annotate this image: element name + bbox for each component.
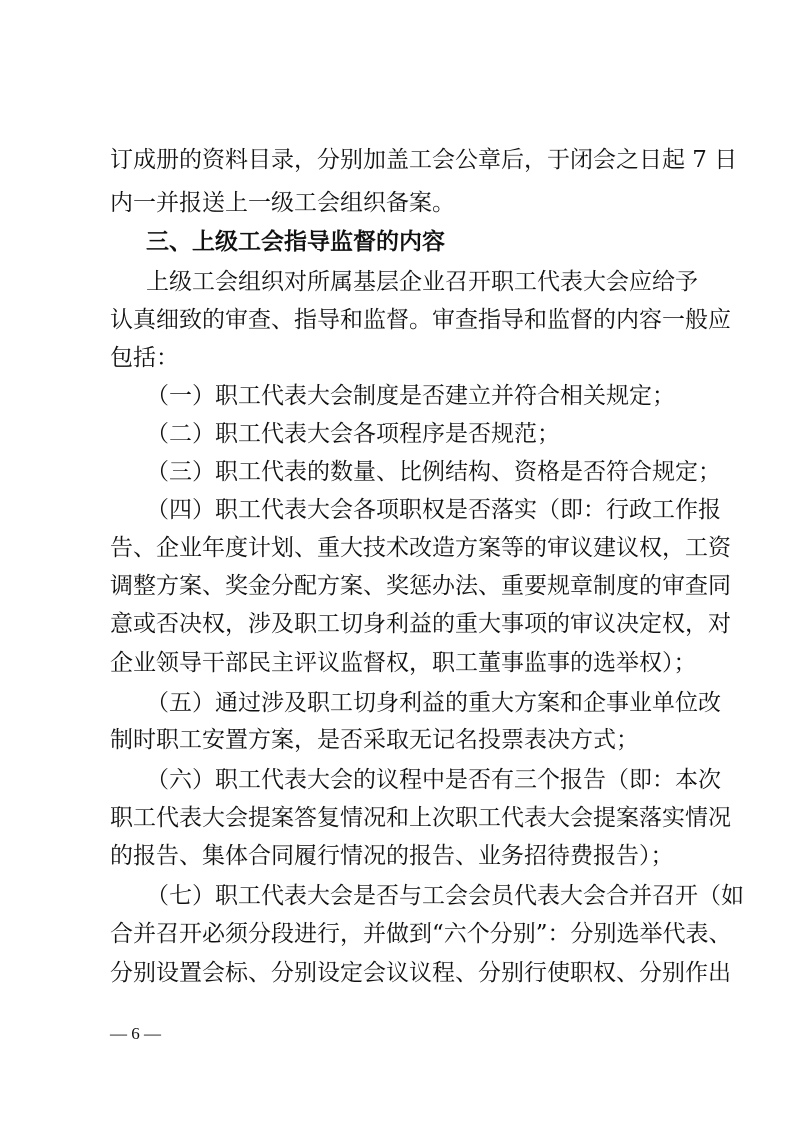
list-item: （七）职工代表大会是否与工会会员代表大会合并召开（如	[146, 883, 744, 909]
paragraph-line: 企业领导干部民主评议监督权，职工董事监事的选举权）；	[110, 650, 697, 676]
paragraph-line: 职工代表大会提案答复情况和上次职工代表大会提案落实情况	[110, 805, 731, 831]
list-item: （六）职工代表大会的议程中是否有三个报告（即：本次	[146, 767, 721, 793]
paragraph-line: 合并召开必须分段进行，并做到“六个分别”：分别选举代表、	[110, 921, 732, 947]
paragraph-line: 意或否决权，涉及职工切身利益的重大事项的审议决定权，对	[110, 611, 731, 637]
section-heading: 三、上级工会指导监督的内容	[146, 229, 445, 255]
paragraph-line: 内一并报送上一级工会组织备案。	[110, 190, 455, 216]
paragraph-line: 制时职工安置方案，是否采取无记名投票表决方式；	[110, 727, 639, 753]
list-item: （四）职工代表大会各项职权是否落实（即：行政工作报	[146, 497, 721, 523]
paragraph-line: 订成册的资料目录，分别加盖工会公章后，于闭会之日起 7 日	[110, 147, 738, 173]
list-item: （一）职工代表大会制度是否建立并符合相关规定；	[146, 383, 675, 409]
list-item: （二）职工代表大会各项程序是否规范；	[146, 421, 560, 447]
page-number: — 6 —	[110, 1024, 161, 1043]
paragraph-line: 告、企业年度计划、重大技术改造方案等的审议建议权，工资	[110, 535, 731, 561]
paragraph-line: 的报告、集体合同履行情况的报告、业务招待费报告）；	[110, 843, 674, 869]
paragraph-line: 分别设置会标、分别设定会议议程、分别行使职权、分别作出	[110, 960, 731, 986]
list-item: （三）职工代表的数量、比例结构、资格是否符合规定；	[146, 459, 721, 485]
paragraph-line: 包括：	[110, 345, 179, 371]
paragraph-line: 调整方案、奖金分配方案、奖惩办法、重要规章制度的审查同	[110, 573, 731, 599]
list-item: （五）通过涉及职工切身利益的重大方案和企事业单位改	[146, 690, 721, 716]
paragraph-line: 认真细致的审查、指导和监督。审查指导和监督的内容一般应	[110, 307, 731, 333]
paragraph-line: 上级工会组织对所属基层企业召开职工代表大会应给予	[146, 269, 698, 295]
